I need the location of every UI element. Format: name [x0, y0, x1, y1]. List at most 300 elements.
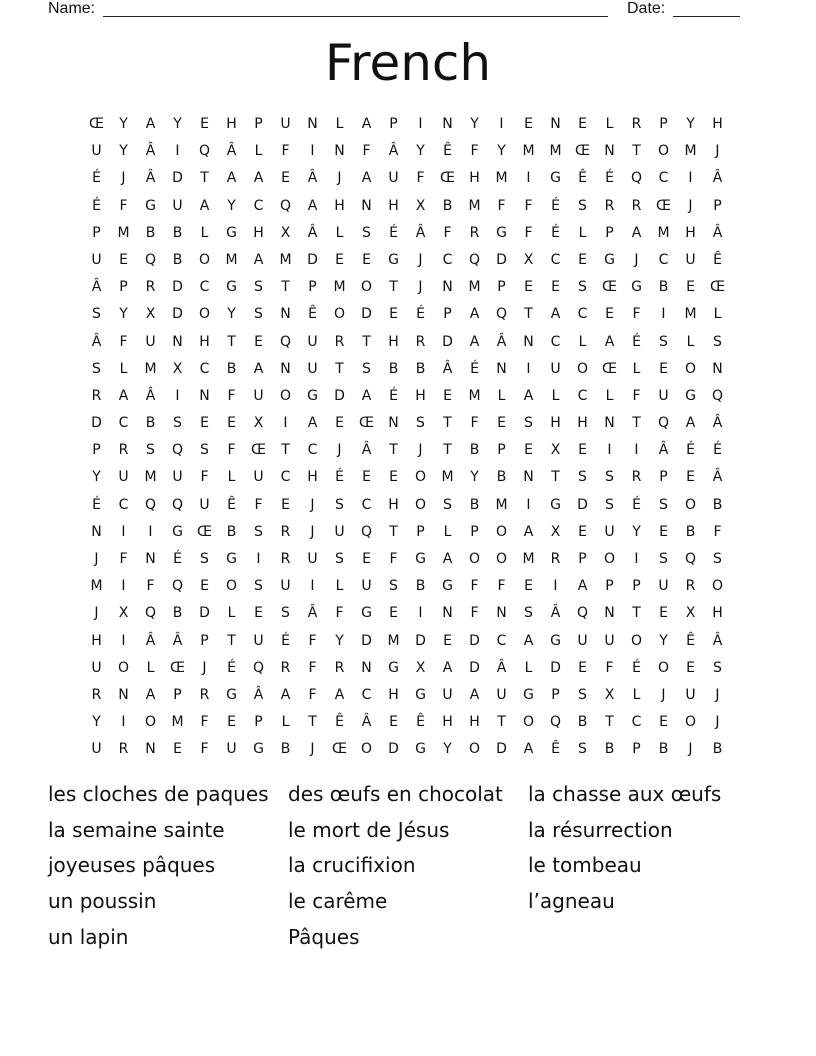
grid-letter[interactable]: R [199, 686, 210, 703]
grid-letter[interactable]: A [361, 116, 372, 132]
grid-letter[interactable]: P [254, 116, 263, 132]
grid-letter[interactable]: L [605, 116, 614, 132]
grid-letter[interactable]: S [578, 741, 587, 758]
grid-letter[interactable]: N [496, 360, 507, 377]
grid-letter[interactable]: A [577, 578, 588, 595]
grid-letter[interactable]: F [119, 333, 128, 350]
grid-letter[interactable]: X [415, 197, 426, 214]
grid-letter[interactable]: F [470, 578, 479, 595]
grid-letter[interactable]: N [442, 116, 453, 132]
grid-letter[interactable]: É [632, 496, 641, 513]
grid-letter[interactable]: Q [171, 496, 184, 513]
grid-letter[interactable]: F [308, 632, 317, 649]
grid-letter[interactable]: I [148, 523, 153, 540]
grid-letter[interactable]: D [469, 632, 480, 649]
grid-letter[interactable]: H [388, 686, 399, 703]
grid-letter[interactable]: T [389, 523, 398, 540]
grid-letter[interactable]: A [631, 224, 642, 241]
grid-letter[interactable]: C [442, 251, 453, 268]
grid-letter[interactable]: M [684, 306, 697, 323]
grid-letter[interactable]: C [307, 442, 318, 459]
grid-letter[interactable]: N [604, 143, 615, 160]
grid-letter[interactable]: F [497, 578, 506, 595]
grid-letter[interactable]: Â [712, 632, 723, 649]
grid-letter[interactable]: D [496, 251, 507, 268]
grid-letter[interactable]: X [550, 442, 561, 459]
grid-letter[interactable]: R [604, 197, 615, 214]
grid-letter[interactable]: I [607, 442, 612, 459]
grid-letter[interactable]: É [605, 170, 614, 187]
grid-letter[interactable]: O [684, 496, 697, 513]
grid-letter[interactable]: T [632, 415, 641, 432]
grid-letter[interactable]: M [468, 279, 481, 296]
grid-letter[interactable]: B [226, 360, 237, 377]
grid-letter[interactable]: J [94, 551, 99, 567]
grid-letter[interactable]: J [310, 496, 315, 513]
grid-letter[interactable]: L [605, 387, 614, 404]
grid-letter[interactable]: E [362, 551, 371, 567]
grid-letter[interactable]: R [334, 333, 345, 350]
grid-letter[interactable]: B [658, 741, 669, 758]
grid-letter[interactable]: E [686, 659, 695, 676]
grid-letter[interactable]: Q [144, 251, 157, 268]
grid-letter[interactable]: Œ [170, 659, 185, 676]
grid-letter[interactable]: G [415, 741, 426, 758]
grid-letter[interactable]: P [308, 279, 317, 296]
grid-letter[interactable]: Q [144, 605, 157, 622]
grid-letter[interactable]: N [199, 387, 210, 404]
grid-letter[interactable]: Œ [251, 442, 266, 459]
grid-letter[interactable]: L [578, 224, 587, 241]
grid-letter[interactable]: L [524, 659, 533, 676]
grid-letter[interactable]: B [442, 197, 453, 214]
grid-letter[interactable]: G [226, 686, 237, 703]
grid-letter[interactable]: F [308, 686, 317, 703]
grid-letter[interactable]: S [578, 469, 587, 486]
grid-letter[interactable]: S [335, 496, 344, 513]
grid-letter[interactable]: J [715, 143, 720, 160]
grid-letter[interactable]: I [526, 360, 531, 377]
grid-letter[interactable]: Y [686, 116, 695, 132]
grid-letter[interactable]: I [175, 143, 180, 160]
grid-letter[interactable]: J [337, 170, 342, 187]
grid-letter[interactable]: É [227, 659, 236, 676]
grid-letter[interactable]: E [227, 714, 236, 731]
grid-letter[interactable]: J [418, 279, 423, 296]
grid-letter[interactable]: F [470, 415, 479, 432]
grid-letter[interactable]: L [713, 306, 722, 323]
grid-letter[interactable]: E [578, 442, 587, 459]
grid-letter[interactable]: I [634, 551, 639, 567]
grid-letter[interactable]: E [578, 251, 587, 268]
grid-letter[interactable]: F [200, 714, 209, 731]
grid-letter[interactable]: S [524, 605, 533, 622]
grid-letter[interactable]: A [199, 197, 210, 214]
grid-letter[interactable]: G [253, 741, 264, 758]
grid-letter[interactable]: T [524, 306, 533, 323]
grid-letter[interactable]: U [253, 469, 264, 486]
grid-letter[interactable]: J [337, 442, 342, 459]
grid-letter[interactable]: M [387, 632, 400, 649]
grid-letter[interactable]: P [173, 686, 182, 703]
grid-letter[interactable]: B [172, 605, 183, 622]
grid-letter[interactable]: F [389, 551, 398, 567]
grid-letter[interactable]: P [92, 442, 101, 459]
grid-letter[interactable]: F [470, 143, 479, 160]
grid-letter[interactable]: T [362, 333, 371, 350]
grid-letter[interactable]: U [307, 333, 318, 350]
grid-letter[interactable]: R [118, 442, 129, 459]
grid-letter[interactable]: I [661, 306, 666, 323]
grid-letter[interactable]: U [658, 387, 669, 404]
grid-letter[interactable]: Q [495, 306, 508, 323]
grid-letter[interactable]: Â [145, 632, 156, 649]
grid-letter[interactable]: S [389, 578, 398, 595]
grid-letter[interactable]: C [361, 686, 372, 703]
grid-letter[interactable]: C [496, 632, 507, 649]
grid-letter[interactable]: H [253, 224, 264, 241]
grid-letter[interactable]: É [92, 496, 101, 513]
grid-letter[interactable]: S [173, 415, 182, 432]
grid-letter[interactable]: F [119, 197, 128, 214]
grid-letter[interactable]: Y [119, 116, 128, 132]
grid-letter[interactable]: O [360, 741, 373, 758]
grid-letter[interactable]: Q [549, 714, 562, 731]
grid-letter[interactable]: U [91, 741, 102, 758]
grid-letter[interactable]: M [684, 143, 697, 160]
grid-letter[interactable]: Œ [332, 741, 347, 758]
grid-letter[interactable]: E [524, 578, 533, 595]
grid-letter[interactable]: Y [470, 469, 479, 486]
grid-letter[interactable]: I [121, 714, 126, 731]
grid-letter[interactable]: T [281, 442, 290, 459]
grid-letter[interactable]: N [280, 360, 291, 377]
grid-letter[interactable]: A [145, 116, 156, 132]
grid-letter[interactable]: J [310, 523, 315, 540]
grid-letter[interactable]: N [172, 333, 183, 350]
grid-letter[interactable]: D [199, 605, 210, 622]
grid-letter[interactable]: Q [198, 143, 211, 160]
grid-letter[interactable]: B [712, 496, 723, 513]
grid-letter[interactable]: M [279, 251, 292, 268]
grid-letter[interactable]: F [713, 523, 722, 540]
grid-letter[interactable]: A [469, 306, 480, 323]
grid-letter[interactable]: J [418, 442, 423, 459]
grid-letter[interactable]: Y [443, 741, 452, 758]
grid-letter[interactable]: U [172, 469, 183, 486]
grid-letter[interactable]: R [469, 224, 480, 241]
grid-letter[interactable]: S [362, 224, 371, 241]
grid-letter[interactable]: M [225, 251, 238, 268]
grid-letter[interactable]: É [713, 442, 722, 459]
grid-letter[interactable]: A [361, 170, 372, 187]
grid-letter[interactable]: E [335, 415, 344, 432]
grid-letter[interactable]: R [631, 197, 642, 214]
grid-letter[interactable]: Y [119, 143, 128, 160]
grid-letter[interactable]: G [604, 251, 615, 268]
grid-letter[interactable]: Â [658, 442, 669, 459]
grid-letter[interactable]: B [145, 415, 156, 432]
grid-letter[interactable]: Ê [416, 714, 425, 731]
grid-letter[interactable]: D [442, 333, 453, 350]
grid-letter[interactable]: J [715, 714, 720, 731]
grid-letter[interactable]: U [361, 578, 372, 595]
grid-letter[interactable]: G [415, 551, 426, 567]
grid-letter[interactable]: Q [252, 659, 265, 676]
grid-letter[interactable]: N [496, 605, 507, 622]
grid-letter[interactable]: D [496, 741, 507, 758]
grid-letter[interactable]: U [91, 251, 102, 268]
grid-letter[interactable]: I [310, 578, 315, 595]
grid-letter[interactable]: T [389, 279, 398, 296]
grid-letter[interactable]: U [91, 659, 102, 676]
grid-letter[interactable]: E [578, 116, 587, 132]
grid-letter[interactable]: É [686, 442, 695, 459]
grid-letter[interactable]: I [553, 578, 558, 595]
grid-letter[interactable]: D [334, 387, 345, 404]
grid-letter[interactable]: Y [227, 306, 236, 323]
grid-letter[interactable]: O [468, 741, 481, 758]
grid-letter[interactable]: R [334, 659, 345, 676]
grid-letter[interactable]: X [415, 659, 426, 676]
grid-letter[interactable]: I [121, 632, 126, 649]
grid-letter[interactable]: A [442, 551, 453, 567]
grid-letter[interactable]: P [605, 578, 614, 595]
grid-letter[interactable]: F [146, 578, 155, 595]
grid-letter[interactable]: A [361, 387, 372, 404]
grid-letter[interactable]: H [550, 415, 561, 432]
grid-letter[interactable]: S [146, 442, 155, 459]
grid-letter[interactable]: O [198, 306, 211, 323]
grid-letter[interactable]: J [310, 741, 315, 758]
grid-letter[interactable]: G [226, 551, 237, 567]
grid-letter[interactable]: J [202, 659, 207, 676]
grid-letter[interactable]: T [227, 333, 236, 350]
grid-letter[interactable]: E [659, 605, 668, 622]
grid-letter[interactable]: T [443, 442, 452, 459]
grid-letter[interactable]: B [145, 224, 156, 241]
grid-letter[interactable]: Q [657, 415, 670, 432]
grid-letter[interactable]: Â [712, 469, 723, 486]
grid-letter[interactable]: E [524, 116, 533, 132]
grid-letter[interactable]: Q [468, 251, 481, 268]
grid-letter[interactable]: T [551, 469, 560, 486]
grid-letter[interactable]: A [469, 686, 480, 703]
grid-letter[interactable]: Ê [308, 306, 317, 323]
grid-letter[interactable]: O [522, 714, 535, 731]
grid-letter[interactable]: Œ [602, 360, 617, 377]
grid-letter[interactable]: R [145, 279, 156, 296]
grid-letter[interactable]: I [175, 387, 180, 404]
grid-letter[interactable]: U [91, 143, 102, 160]
grid-letter[interactable]: B [388, 360, 399, 377]
grid-letter[interactable]: C [658, 251, 669, 268]
grid-letter[interactable]: F [200, 469, 209, 486]
grid-letter[interactable]: I [121, 578, 126, 595]
grid-letter[interactable]: M [522, 143, 535, 160]
grid-letter[interactable]: A [307, 197, 318, 214]
grid-letter[interactable]: S [254, 523, 263, 540]
grid-letter[interactable]: I [688, 170, 693, 187]
grid-letter[interactable]: R [118, 741, 129, 758]
grid-letter[interactable]: A [604, 333, 615, 350]
grid-letter[interactable]: G [550, 496, 561, 513]
grid-letter[interactable]: L [200, 224, 209, 241]
grid-letter[interactable]: B [469, 442, 480, 459]
grid-letter[interactable]: R [631, 116, 642, 132]
grid-letter[interactable]: O [225, 578, 238, 595]
grid-letter[interactable]: A [523, 632, 534, 649]
grid-letter[interactable]: T [497, 714, 506, 731]
grid-letter[interactable]: G [685, 387, 696, 404]
grid-letter[interactable]: J [715, 686, 720, 703]
grid-letter[interactable]: S [92, 360, 101, 377]
grid-letter[interactable]: G [361, 605, 372, 622]
grid-letter[interactable]: E [686, 469, 695, 486]
grid-letter[interactable]: X [523, 251, 534, 268]
grid-letter[interactable]: É [281, 632, 290, 649]
grid-letter[interactable]: F [470, 605, 479, 622]
grid-letter[interactable]: C [253, 197, 264, 214]
grid-letter[interactable]: S [443, 496, 452, 513]
grid-letter[interactable]: Ê [578, 170, 587, 187]
grid-letter[interactable]: É [551, 224, 560, 241]
grid-letter[interactable]: D [469, 659, 480, 676]
grid-letter[interactable]: H [577, 415, 588, 432]
grid-letter[interactable]: N [145, 551, 156, 567]
grid-letter[interactable]: I [418, 116, 423, 132]
grid-letter[interactable]: Œ [602, 279, 617, 296]
grid-letter[interactable]: L [335, 578, 344, 595]
grid-letter[interactable]: L [443, 523, 452, 540]
grid-letter[interactable]: I [256, 551, 261, 567]
grid-letter[interactable]: S [659, 333, 668, 350]
grid-letter[interactable]: U [145, 333, 156, 350]
grid-letter[interactable]: B [172, 251, 183, 268]
grid-letter[interactable]: N [361, 197, 372, 214]
grid-letter[interactable]: Â [712, 415, 723, 432]
grid-letter[interactable]: C [199, 279, 210, 296]
grid-letter[interactable]: F [443, 224, 452, 241]
grid-letter[interactable]: P [551, 686, 560, 703]
grid-letter[interactable]: J [661, 686, 666, 703]
grid-letter[interactable]: F [605, 659, 614, 676]
date-blank-line[interactable] [673, 16, 740, 17]
grid-letter[interactable]: E [389, 306, 398, 323]
grid-letter[interactable]: E [659, 714, 668, 731]
grid-letter[interactable]: N [442, 279, 453, 296]
grid-letter[interactable]: U [199, 496, 210, 513]
grid-letter[interactable]: Â [172, 632, 183, 649]
grid-letter[interactable]: E [335, 251, 344, 268]
grid-letter[interactable]: S [254, 306, 263, 323]
grid-letter[interactable]: F [335, 605, 344, 622]
grid-letter[interactable]: Â [550, 605, 561, 622]
grid-letter[interactable]: H [712, 116, 723, 132]
grid-letter[interactable]: A [118, 387, 129, 404]
grid-letter[interactable]: Â [226, 143, 237, 160]
grid-letter[interactable]: E [254, 333, 263, 350]
grid-letter[interactable]: P [389, 116, 398, 132]
grid-letter[interactable]: O [333, 306, 346, 323]
grid-letter[interactable]: X [604, 686, 615, 703]
grid-letter[interactable]: O [144, 714, 157, 731]
grid-letter[interactable]: Y [497, 143, 506, 160]
grid-letter[interactable]: F [227, 387, 236, 404]
grid-letter[interactable]: E [362, 251, 371, 268]
grid-letter[interactable]: A [253, 360, 264, 377]
grid-letter[interactable]: U [172, 197, 183, 214]
grid-letter[interactable]: E [119, 251, 128, 268]
grid-letter[interactable]: S [524, 415, 533, 432]
grid-letter[interactable]: E [659, 523, 668, 540]
grid-letter[interactable]: C [658, 170, 669, 187]
grid-letter[interactable]: S [92, 306, 101, 323]
grid-letter[interactable]: Y [335, 632, 344, 649]
grid-letter[interactable]: N [145, 741, 156, 758]
grid-letter[interactable]: A [550, 306, 561, 323]
grid-letter[interactable]: E [443, 387, 452, 404]
grid-letter[interactable]: S [605, 496, 614, 513]
grid-letter[interactable]: U [253, 387, 264, 404]
grid-letter[interactable]: L [497, 387, 506, 404]
grid-letter[interactable]: Ê [686, 632, 695, 649]
grid-letter[interactable]: H [415, 387, 426, 404]
grid-letter[interactable]: S [281, 605, 290, 622]
grid-letter[interactable]: L [281, 714, 290, 731]
grid-letter[interactable]: D [307, 251, 318, 268]
grid-letter[interactable]: F [227, 442, 236, 459]
grid-letter[interactable]: É [92, 197, 101, 214]
grid-letter[interactable]: N [334, 143, 345, 160]
grid-letter[interactable]: G [226, 279, 237, 296]
grid-letter[interactable]: R [685, 578, 696, 595]
grid-letter[interactable]: A [523, 741, 534, 758]
grid-letter[interactable]: I [526, 496, 531, 513]
grid-letter[interactable]: F [119, 551, 128, 567]
grid-letter[interactable]: S [362, 360, 371, 377]
grid-letter[interactable]: S [713, 333, 722, 350]
grid-letter[interactable]: O [468, 551, 481, 567]
grid-letter[interactable]: M [144, 360, 157, 377]
grid-letter[interactable]: U [550, 360, 561, 377]
grid-letter[interactable]: A [145, 686, 156, 703]
grid-letter[interactable]: E [389, 469, 398, 486]
grid-letter[interactable]: P [200, 632, 209, 649]
grid-letter[interactable]: B [604, 741, 615, 758]
grid-letter[interactable]: A [253, 170, 264, 187]
grid-letter[interactable]: N [712, 360, 723, 377]
grid-letter[interactable]: H [334, 197, 345, 214]
grid-letter[interactable]: Y [92, 714, 101, 731]
grid-letter[interactable]: Y [227, 197, 236, 214]
grid-letter[interactable]: T [281, 279, 290, 296]
grid-letter[interactable]: N [604, 605, 615, 622]
grid-letter[interactable]: Â [712, 224, 723, 241]
grid-letter[interactable]: U [388, 170, 399, 187]
grid-letter[interactable]: Ê [335, 714, 344, 731]
grid-letter[interactable]: D [91, 415, 102, 432]
grid-letter[interactable]: U [226, 741, 237, 758]
name-blank-line[interactable] [103, 16, 608, 17]
grid-letter[interactable]: N [523, 333, 534, 350]
grid-letter[interactable]: Â [91, 279, 102, 296]
grid-letter[interactable]: Â [415, 224, 426, 241]
grid-letter[interactable]: H [388, 197, 399, 214]
grid-letter[interactable]: U [685, 251, 696, 268]
grid-letter[interactable]: O [279, 387, 292, 404]
grid-letter[interactable]: N [118, 686, 129, 703]
